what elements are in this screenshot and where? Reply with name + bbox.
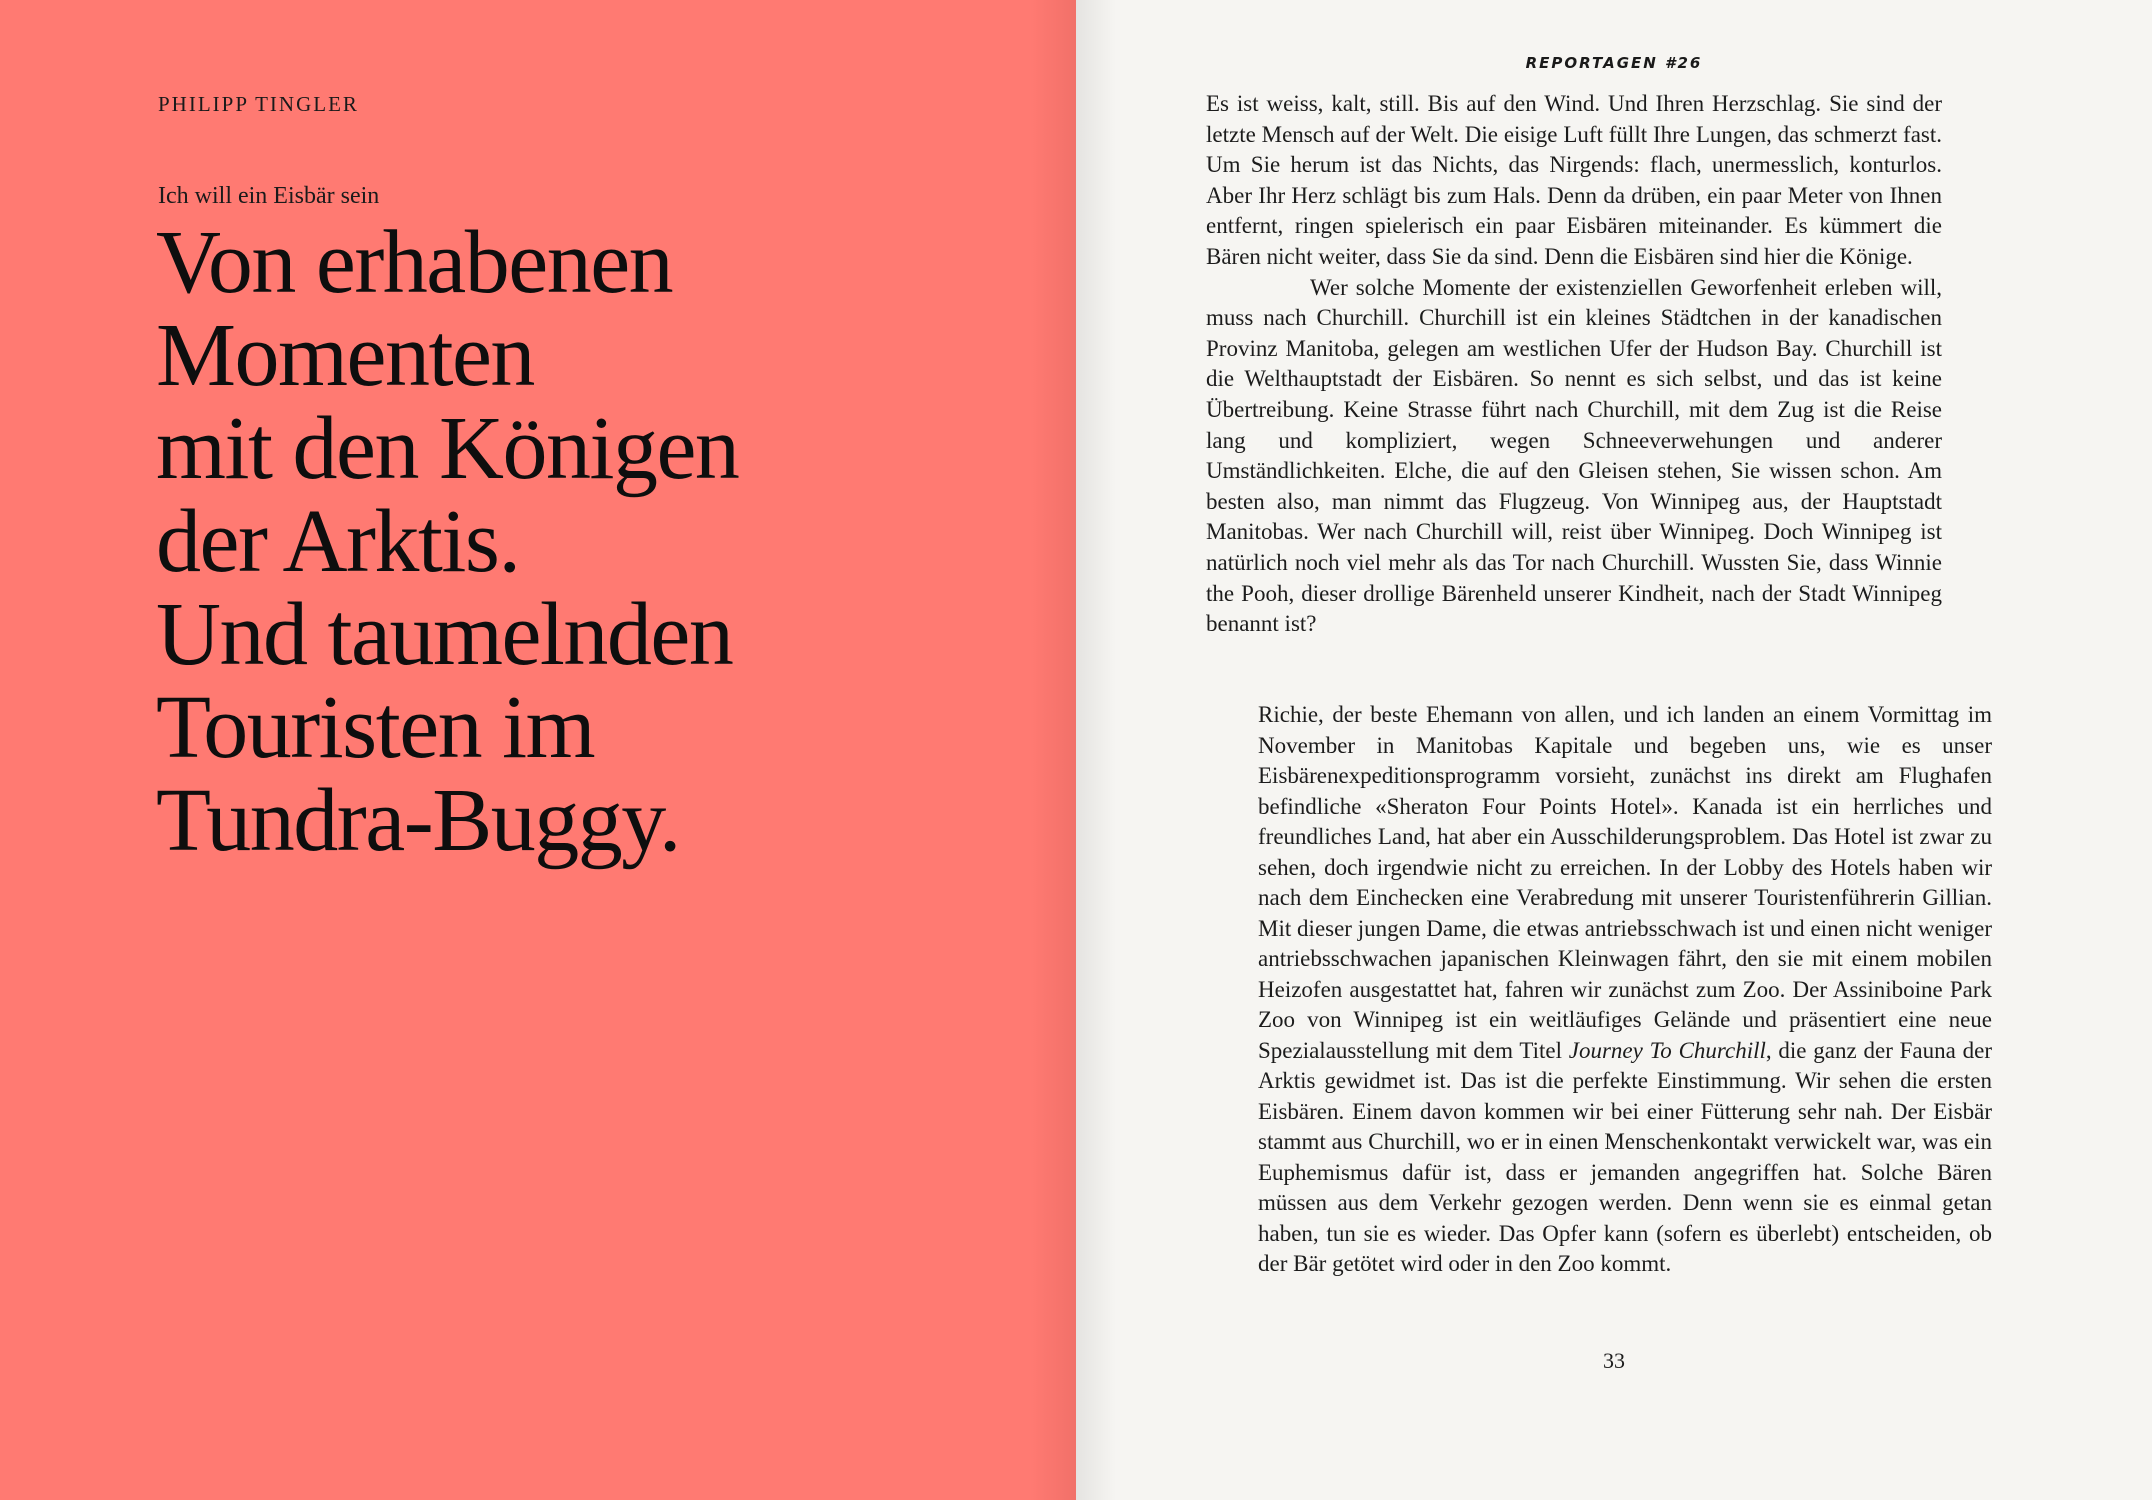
intro-text bbox=[1206, 89, 1942, 640]
paragraph bbox=[1258, 700, 1992, 1280]
article-kicker: Ich will ein Eisbär sein bbox=[158, 183, 380, 209]
headline-line: Von erhabenen bbox=[156, 213, 673, 312]
headline-line: der Arktis. bbox=[156, 492, 520, 591]
running-head: REPORTAGEN #26 bbox=[1525, 54, 1703, 72]
headline-line: mit den Königen bbox=[156, 399, 739, 498]
page-number: 33 bbox=[1603, 1348, 1625, 1373]
headline-line: Momenten bbox=[156, 306, 534, 405]
headline-line: Tundra-Buggy. bbox=[156, 771, 680, 870]
paragraph: Es ist weiss, kalt, still. Bis auf den Wind. Und Ihren Herzschlag. Sie sind der letzte Mensch auf der Welt. Die eisige Luft füllt Ihre Lungen, das schmerzt fast. Um Sie herum ist das Nichts, das Nirgends: flach, unermesslich, konturlos. Aber Ihr Herz schlägt bis zum Hals. Denn da drüben, ein paar Meter von Ihnen entfernt, ringen spielerisch ein paar Eisbären miteinander. Es kümmert die Bären nicht weiter, dass Sie da sind. Denn die Eisbären sind hier die Könige. bbox=[1206, 91, 1942, 269]
headline-line: Touristen im bbox=[156, 678, 595, 777]
headline-line: Und taumelnden bbox=[156, 585, 733, 684]
paragraph-text: , die ganz der Fauna der Arktis gewidmet ist. Das ist die perfekte Einstimmung. Wir sehen die ersten Eisbären. Einem davon kommen wir bei einer Fütterung sehr nah. Der Eisbär stammt aus Churchill, wo er in einen Menschenkontakt verwickelt war, was ein Euphemismus dafür ist, dass er jemanden angegriffen hat. Solche Bären müssen aus dem Verkehr gezogen werden. Denn wenn sie es einmal getan haben, tun sie es wieder. Das Opfer kann (sofern es überlebt) entscheiden, ob der Bär getötet wird oder in den Zoo kommt. bbox=[1258, 1037, 1992, 1276]
article-headline bbox=[156, 213, 1036, 870]
section-text bbox=[1258, 700, 1992, 1280]
right-page bbox=[1076, 0, 2152, 1500]
author-name: PHILIPP TINGLER bbox=[158, 92, 359, 116]
exhibition-title: Journey To Churchill bbox=[1568, 1037, 1766, 1063]
paragraph-text: Richie, der beste Ehemann von allen, und ich landen an einem Vormittag im November in Manitobas Kapitale und begeben uns, wie es unser Eisbärenexpeditionsprogramm vorsieht, zunächst ins direkt am Flughafen befindliche «Sheraton Four Points Hotel». Kanada ist ein herrliches und freundliches Land, hat aber ein Ausschilderungsproblem. Das Hotel ist zwar zu sehen, doch irgendwie nicht zu erreichen. In der Lobby des Hotels haben wir nach dem Einchecken eine Verabredung mit unserer Touristenführerin Gillian. Mit dieser jungen Dame, die etwas antriebsschwach ist und einen nicht weniger antriebsschwachen japanischen Kleinwagen fährt, den sie mit einem mobilen Heizofen ausgestattet hat, fahren wir zunächst zum Zoo. Der Assiniboine Park Zoo von Winnipeg ist ein weitläufiges Gelände und präsentiert eine neue Spezialausstellung mit dem Titel bbox=[1258, 702, 1992, 1063]
paragraph: Wer solche Momente der existenziellen Geworfenheit erleben will, muss nach Churchill. Churchill ist ein kleines Städtchen in der kanadischen Provinz Manitoba, gelegen am westlichen Ufer der Hudson Bay. Churchill ist die Welthauptstadt der Eisbären. So nennt es sich selbst, und das ist keine Übertreibung. Keine Strasse führt nach Churchill, mit dem Zug ist die Reise lang und kompliziert, wegen Schneeverwehungen und anderer Umständlichkeiten. Elche, die auf den Gleisen stehen, Sie wissen schon. Am besten also, man nimmt das Flugzeug. Von Winnipeg aus, der Hauptstadt Manitobas. Wer nach Churchill will, reist über Winnipeg. Doch Winnipeg ist natürlich noch viel mehr als das Tor nach Churchill. Wussten Sie, dass Winnie the Pooh, dieser drollige Bärenheld unserer Kindheit, nach der Stadt Winnipeg benannt ist? bbox=[1206, 274, 1942, 637]
